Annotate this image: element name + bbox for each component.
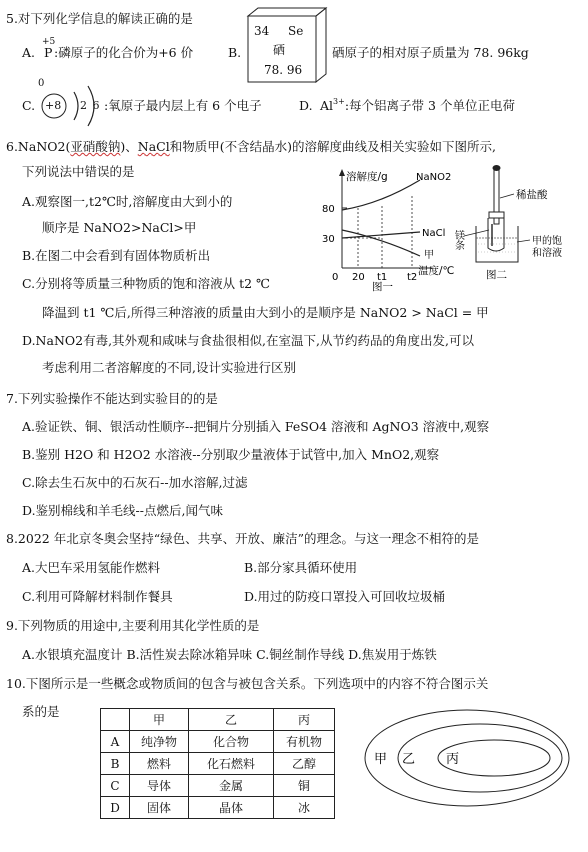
table-header-cell [101,709,130,731]
xtick-t1: t1 [377,272,388,283]
venn-label-yi: 乙 [402,752,416,767]
q5-b-text: 硒原子的相对原子质量为 78. 96kg [332,45,529,60]
q5-option-a [22,45,35,61]
q8-stem: 8.2022 年北京冬奥会坚持“绿色、共享、开放、廉洁”的理念。与这一理念不相符的是 [6,531,479,546]
q8-option-d: D.用过的防疫口罩投入可回收垃圾桶 [244,589,446,604]
table-header-cell: 丙 [274,709,335,731]
stopper [489,212,504,218]
q5-d-ion [320,98,515,116]
q7-option-c: C.除去生石灰中的石灰石--加水溶解,过滤 [22,475,248,490]
label-solution-2: 和溶液 [532,248,562,259]
q5-d-text: :每个铝离子带 3 个单位正电荷 [344,98,515,113]
table-row [101,731,335,753]
middle-ellipse [398,724,562,792]
table-cell: 乙醇 [274,753,335,775]
curve-jia-line [342,230,420,256]
q6-stem-wavy2: NaCl [137,139,170,154]
q5-a-text: :磷原子的化合价为+6 价 [54,45,194,60]
fig2-caption: 图二 [486,269,507,281]
table-cell: 金属 [189,775,274,797]
q8-option-a: A.大巴车采用氢能作燃料 [22,560,161,575]
table-cell: 导体 [130,775,189,797]
q5-a-valence: +5 [42,37,56,47]
label-acid: 稀盐酸 [516,189,548,201]
ion-charge: 3+ [333,97,345,106]
table-cell: C [101,775,130,797]
dropper-bulb [493,165,501,171]
q6-option-c-2: 降温到 t1 ℃后,所得三种溶液的质量由大到小的是顺序是 NaNO2 > NaCl = 甲 [42,305,489,320]
q9-stem: 9.下列物质的用途中,主要利用其化学性质的是 [6,618,260,633]
q5-b-label: B. [228,45,242,60]
q6-option-a-2: 顺序是 NaNO2>NaCl>甲 [42,220,197,235]
table-cell: 冰 [274,797,335,819]
q6-option-a-1: A.观察图一,t2℃时,溶解度由大到小的 [22,194,233,209]
table-cell: 铜 [274,775,335,797]
tile-number: 34 [254,24,270,38]
q6-stem-post: 和物质甲(不含结晶水)的溶解度曲线及相关实验如下图所示, [169,139,496,154]
solubility-chart [320,166,470,292]
q6-option-d-1: D.NaNO2有毒,其外观和咸味与食盐很相似,在室温下,从节约药品的角度出发,可以 [22,333,474,348]
q7-stem: 7.下列实验操作不能达到实验目的的是 [6,391,218,406]
table-header-cell: 甲 [130,709,189,731]
q6-stem [6,139,496,155]
q8-option-c: C.利用可降解材料制作餐具 [22,589,173,604]
table-cell: 燃料 [130,753,189,775]
table-header-row [101,709,335,731]
q6-option-c-1: C.分别将等质量三种物质的饱和溶液从 t2 ℃ [22,276,270,291]
table-header-cell: 乙 [189,709,274,731]
table-cell: 化合物 [189,731,274,753]
table-cell: 晶体 [189,797,274,819]
q10-stem-1: 10.下图所示是一些概念或物质间的包含与被包含关系。下列选项中的内容不符合图示关 [6,676,489,691]
ytick-30: 30 [322,234,335,245]
table-cell: 纯净物 [130,731,189,753]
atom-zero: 0 [38,78,45,89]
table-row [101,775,335,797]
table-cell: 固体 [130,797,189,819]
q7-option-a: A.验证铁、铜、银活动性顺序--把铜片分别插入 FeSO4 溶液和 AgNO3 溶液中,观察 [22,419,490,434]
ytick-80: 80 [322,204,335,215]
tile-symbol: Se [288,24,304,38]
q9-options: A.水银填充温度计 B.活性炭去除冰箱异味 C.铜丝制作导线 D.焦炭用于炼铁 [22,647,437,662]
table-cell: 有机物 [274,731,335,753]
test-tube [488,218,504,251]
atom-nucleus: +8 [45,99,62,112]
experiment-figure-2 [452,164,586,290]
label-magnesium: 镁条 [452,230,464,250]
venn-label-jia: 甲 [374,752,388,767]
curve-nano2-line [342,180,420,210]
label-nacl: NaCl [422,228,446,239]
y-axis-label: 溶解度/g [346,171,388,183]
q6-stem-2: 下列说法中错误的是 [22,164,135,179]
table-cell: D [101,797,130,819]
table-row [101,753,335,775]
label-solution-1: 甲的饱 [532,236,562,247]
q5-stem: 5.对下列化学信息的解读正确的是 [6,11,193,26]
q5-c-label: C. [22,98,36,113]
q10-stem-2: 系的是 [22,704,60,719]
q5-a-symbol: P [44,45,53,60]
tile-name: 硒 [273,43,286,57]
q6-stem-pre: 6.NaNO2( [6,139,71,154]
table-cell: 化石燃料 [189,753,274,775]
table-cell: A [101,731,130,753]
q5-d-label: D. [299,98,313,113]
table-row [101,797,335,819]
q6-stem-mid: )、 [120,139,138,154]
q6-option-b: B.在图二中会看到有固体物质析出 [22,248,211,263]
xtick-20: 20 [352,272,365,283]
inclusion-diagram [362,706,572,810]
x-axis-label: 温度/℃ [418,265,455,277]
table-cell: B [101,753,130,775]
fig1-caption: 图一 [372,281,393,293]
xtick-0: 0 [332,272,339,283]
label-jia: 甲 [424,250,434,261]
xtick-t2: t2 [407,272,418,283]
ion-symbol: Al [320,98,334,113]
q7-option-d: D.鉴别棉线和羊毛线--点燃后,闻气味 [22,503,223,518]
q7-option-b: B.鉴别 H2O 和 H2O2 水溶液--分别取少量液体于试管中,加入 MnO2,观察 [22,447,440,462]
concept-table [100,708,335,819]
q8-option-b: B.部分家具循环使用 [244,560,358,575]
q6-stem-wavy: 亚硝酸钠 [70,139,121,154]
q5-c-text: :氧原子最内层上有 6 个电子 [104,98,262,113]
q6-option-d-2: 考虑利用二者溶解度的不同,设计实验进行区别 [42,360,296,375]
label-nano2: NaNO2 [416,172,452,183]
atom-shells: 2 6 [80,99,100,112]
venn-label-bing: 丙 [446,752,460,767]
q5-a-label: A. [22,45,36,60]
tile-mass: 78. 96 [264,63,303,77]
